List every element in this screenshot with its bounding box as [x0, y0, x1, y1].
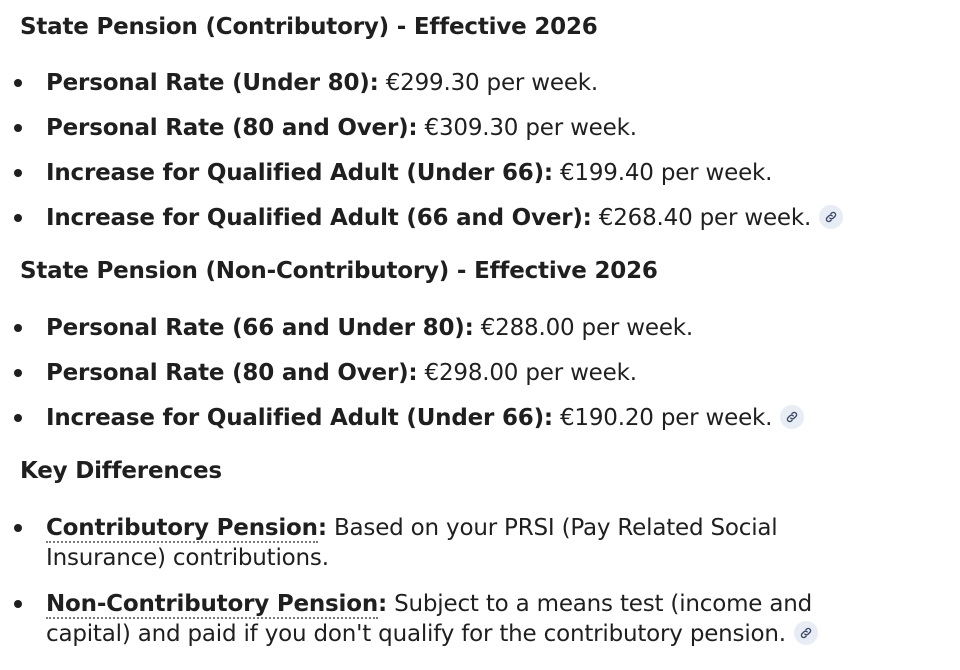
rate-value: €288.00 per week.	[480, 315, 693, 341]
rate-label: Increase for Qualified Adult (Under 66):	[46, 405, 553, 431]
bullet-icon	[14, 324, 22, 332]
rate-value: €299.30 per week.	[385, 70, 599, 96]
rate-label: Personal Rate (Under 80):	[46, 70, 379, 96]
rate-label: Increase for Qualified Adult (66 and Over):	[46, 205, 592, 231]
rate-value: €309.30 per week.	[424, 115, 637, 141]
section-heading-contributory: State Pension (Contributory) - Effective 2026	[20, 14, 598, 40]
rate-label: Personal Rate (80 and Over):	[46, 115, 418, 141]
rate-label: Personal Rate (80 and Over):	[46, 360, 418, 386]
bullet-icon	[14, 524, 22, 532]
link-icon[interactable]	[780, 405, 804, 429]
term-contributory-pension[interactable]: Contributory Pension	[46, 515, 318, 541]
rate-label: Increase for Qualified Adult (Under 66):	[46, 160, 553, 186]
difference-text-continued: Insurance) contributions.	[46, 545, 329, 571]
difference-text-continued: capital) and paid if you don't qualify for the contributory pension.	[46, 621, 786, 647]
link-icon[interactable]	[794, 621, 818, 645]
difference-text: Based on your PRSI (Pay Related Social	[326, 515, 778, 541]
rate-label: Personal Rate (66 and Under 80):	[46, 315, 474, 341]
pension-rates-answer: State Pension (Contributory) - Effective 2026 Personal Rate (Under 80): €299.30 per week. Personal Rate (80 and Over): €309.30 per week. Increase for Qualified Adult (Under 66): €199.40 per week. Increase for Qualified Adult (66 and Over): €268.40 per week. State Pension (Non-Contributory) - Effective 2026 Personal Rate (66 and Under 80): €288.00 per week. Personal Rate (80 and Over): €298.00 per week. Increase for Qualified Adult (Under 66): €190.20 per week. Key Differences Contributory Pension: Based on your PRSI (Pay Related Social Insurance) contributions. Non-Contributory Pension: Subject to a means test (income and capital) and paid if you don't qualify for the contributory pension.	[0, 0, 960, 670]
rate-value: €199.40 per week.	[560, 160, 773, 186]
difference-text: Subject to a means test (income and	[387, 591, 813, 617]
link-icon[interactable]	[819, 205, 843, 229]
term-non-contributory-pension[interactable]: Non-Contributory Pension	[46, 591, 379, 617]
bullet-icon	[14, 414, 22, 422]
rate-value: €268.40 per week.	[598, 205, 812, 231]
rate-value: €298.00 per week.	[424, 360, 637, 386]
bullet-icon	[14, 369, 22, 377]
section-heading-non-contributory: State Pension (Non-Contributory) - Effective 2026	[20, 258, 658, 284]
bullet-icon	[14, 169, 22, 177]
bullet-icon	[14, 600, 22, 608]
bullet-icon	[14, 79, 22, 87]
section-heading-key-differences: Key Differences	[20, 458, 222, 484]
bullet-icon	[14, 214, 22, 222]
bullet-icon	[14, 124, 22, 132]
rate-value: €190.20 per week.	[560, 405, 773, 431]
